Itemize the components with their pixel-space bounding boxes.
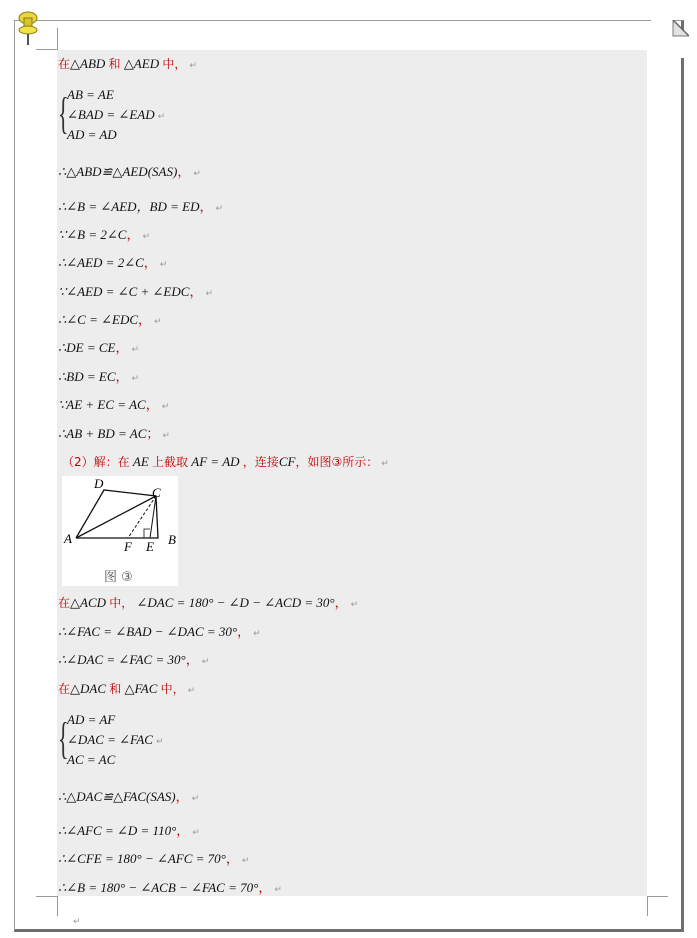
step-line: ∴∠AED = 2∠C， ↵	[58, 255, 168, 271]
point-label-d: D	[94, 476, 104, 491]
step-line: ∴∠AFC = ∠D = 110°， ↵	[58, 823, 200, 839]
crop-mark	[36, 49, 57, 50]
pushpin-icon[interactable]	[16, 10, 40, 46]
crop-mark	[648, 896, 668, 897]
step-line: ∴∠B = ∠AED，BD = ED， ↵	[58, 199, 224, 215]
text-line-triangles-abd-aed: 在△ABD 和 △AED 中， ↵	[58, 56, 197, 71]
part2-heading: （2）解：在 AE 上截取 AF = AD ，连接CF，如图③所示： ↵	[62, 454, 389, 469]
point-label-c: C	[152, 485, 161, 500]
step-line: ∴DE = CE， ↵	[58, 340, 140, 356]
step-line: ∴△DAC≌△FAC(SAS)， ↵	[58, 789, 200, 805]
system2-row-2: ∠DAC = ∠FAC ↵	[67, 732, 164, 747]
crop-mark	[647, 896, 648, 916]
paragraph-mark-icon: ↵	[189, 61, 197, 71]
step-line: ∴∠B = 180° − ∠ACB − ∠FAC = 70°， ↵	[58, 880, 282, 896]
step-line: ∴∠FAC = ∠BAD − ∠DAC = 30°， ↵	[58, 624, 261, 640]
text-line-triangle-acd: 在△ACD 中， ∠DAC = 180° − ∠D − ∠ACD = 30°， ↵	[58, 595, 359, 611]
system1-row-2: ∠BAD = ∠EAD ↵	[67, 107, 166, 122]
end-paragraph-mark: ↵	[73, 917, 81, 927]
step-line: ∴∠CFE = 180° − ∠AFC = 70°， ↵	[58, 851, 250, 867]
step-line: ∴∠C = ∠EDC， ↵	[58, 312, 162, 328]
point-label-e: E	[146, 539, 154, 554]
brace-icon: {	[58, 89, 69, 138]
step-line: ∴△ABD≌△AED(SAS)， ↵	[58, 164, 201, 180]
step-line: ∵∠AED = ∠C + ∠EDC， ↵	[58, 284, 213, 300]
point-label-a: A	[64, 531, 72, 546]
crop-mark	[36, 896, 57, 897]
step-line: ∴BD = EC， ↵	[58, 369, 140, 385]
step-line: ∴∠DAC = ∠FAC = 30°， ↵	[58, 652, 210, 668]
point-label-b: B	[168, 532, 176, 547]
step-line: ∵AE + EC = AC， ↵	[58, 397, 170, 413]
figure-diagram	[62, 476, 178, 586]
figure-caption: 图 ③	[104, 570, 133, 585]
step-line: ∵∠B = 2∠C， ↵	[58, 227, 151, 243]
crop-mark	[57, 28, 58, 50]
geometry-figure	[62, 476, 178, 586]
text-line-triangles-dac-fac: 在△DAC 和 △FAC 中， ↵	[58, 681, 196, 696]
point-label-f: F	[124, 539, 132, 554]
brace-icon: {	[58, 714, 69, 763]
page-fold-icon	[651, 20, 689, 58]
step-line: ∴AB + BD = AC； ↵	[58, 426, 170, 442]
crop-mark	[57, 896, 58, 916]
